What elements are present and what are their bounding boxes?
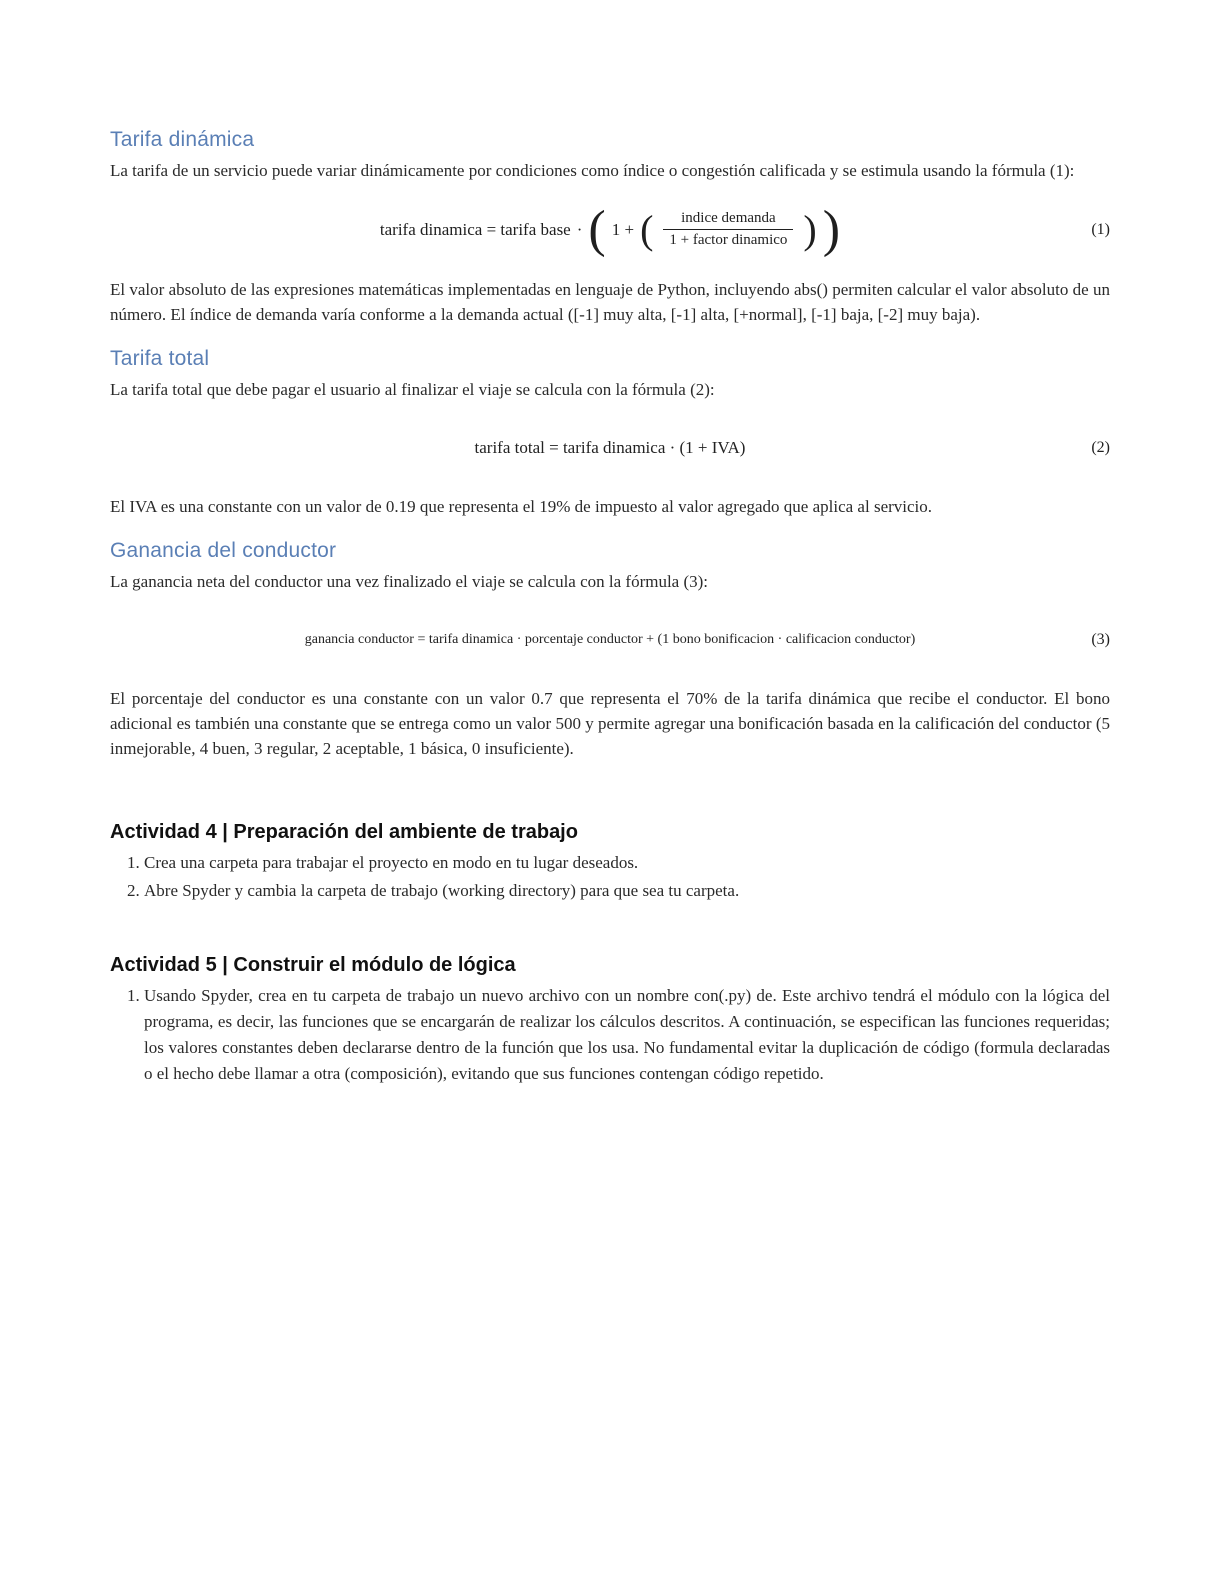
formula-multiply-sign: · xyxy=(576,219,583,239)
activity-list-4 xyxy=(110,850,1110,904)
formula-open-paren: ( xyxy=(588,201,606,258)
formula-numerator: indice demanda xyxy=(681,210,776,227)
formula-tarifa-dinamica xyxy=(110,201,1110,258)
formula-tarifa-total xyxy=(110,428,1110,468)
section-note-tarifa-dinamica: El valor absoluto de las expresiones matemáticas implementadas en lenguaje de Python, incluyendo abs() permiten calcular el valor absoluto de un número. El índice de demanda varía conforme a la demanda actual ([-1] muy alta, [-1] alta, [+normal], [-1] baja, [-2] muy baja). xyxy=(110,279,1110,324)
formula-expression-ganancia: ganancia conductor = tarifa dinamica · porcentaje conductor + (1 bono bonificacion · calificacion conductor) xyxy=(304,631,916,647)
formula-expression-total: tarifa total = tarifa dinamica · (1 + IVA) xyxy=(474,437,746,457)
formula-expression xyxy=(379,201,841,258)
formula-ganancia-conductor xyxy=(110,620,1110,660)
formula-number-3: (3) xyxy=(1091,630,1110,648)
document-content xyxy=(110,128,1110,1087)
formula-close-paren: ) xyxy=(822,201,841,258)
formula-number-2: (2) xyxy=(1091,438,1110,456)
list-item: 1. Crea una carpeta para trabajar el proyecto en modo en tu lugar deseados. xyxy=(144,850,1110,876)
formula-inner-close-paren: ) xyxy=(803,206,817,252)
list-item: 2. Abre Spyder y cambia la carpeta de trabajo (working directory) para que sea tu carpeta. xyxy=(144,878,1110,904)
formula-number-1: (1) xyxy=(1091,220,1110,238)
formula-denominator: 1 + factor dinamico xyxy=(663,229,793,249)
section-intro-ganancia-conductor: La ganancia neta del conductor una vez finalizado el viaje se calcula con la fórmula (3): xyxy=(110,571,709,591)
formula-inner-open-paren: ( xyxy=(640,206,654,252)
activity-list-5 xyxy=(110,983,1110,1087)
section-heading-tarifa-dinamica: Tarifa dinámica xyxy=(110,128,255,151)
spacer xyxy=(110,928,1110,954)
section-intro-tarifa-dinamica: La tarifa de un servicio puede variar dinámicamente por condiciones como índice o congestión calificada y se estimula usando la fórmula (1): xyxy=(110,161,1075,180)
section-note-ganancia-conductor: El porcentaje del conductor es una constante con un valor 0.7 que representa el 70% de la tarifa dinámica que recibe el conductor. El bono adicional es también una constante que se entrega como un valor 500 y permite agregar una bonificación basada en la calificación del conductor (5 inmejorable, 4 buen, 3 regular, 2 aceptable, 1 básica, 0 insuficiente). xyxy=(110,688,1110,758)
section-note-tarifa-total: El IVA es una constante con un valor de 0.19 que representa el 19% de impuesto al valor agregado que aplica al servicio. xyxy=(110,496,933,516)
section-heading-tarifa-total: Tarifa total xyxy=(110,346,210,370)
spacer xyxy=(110,781,1110,821)
list-item: 1. Usando Spyder, crea en tu carpeta de trabajo un nuevo archivo con un nombre con(.py) de. Este archivo tendrá el módulo con la lógica del programa, es decir, las funciones que se encargarán de realizar los cálculos descritos. A continuación, se especifican las funciones requeridas; los valores constantes deben declararse dentro de la función que los usa. No fundamental evitar la duplicación de código (formula declaradas o el hecho debe llamar a otra (composición), evitando que sus funciones contengan código repetido. xyxy=(144,983,1110,1087)
formula-fraction xyxy=(663,210,793,249)
formula-left-term: tarifa dinamica = tarifa base xyxy=(379,219,571,239)
section-heading-ganancia-conductor: Ganancia del conductor xyxy=(110,538,337,562)
activity-heading-5: Actividad 5 | Construir el módulo de lógica xyxy=(110,953,516,976)
activity-heading-4: Actividad 4 | Preparación del ambiente de trabajo xyxy=(110,820,578,843)
formula-one-plus: 1 + xyxy=(611,219,635,239)
section-intro-tarifa-total: La tarifa total que debe pagar el usuario al finalizar el viaje se calcula con la fórmula (2): xyxy=(110,379,715,399)
